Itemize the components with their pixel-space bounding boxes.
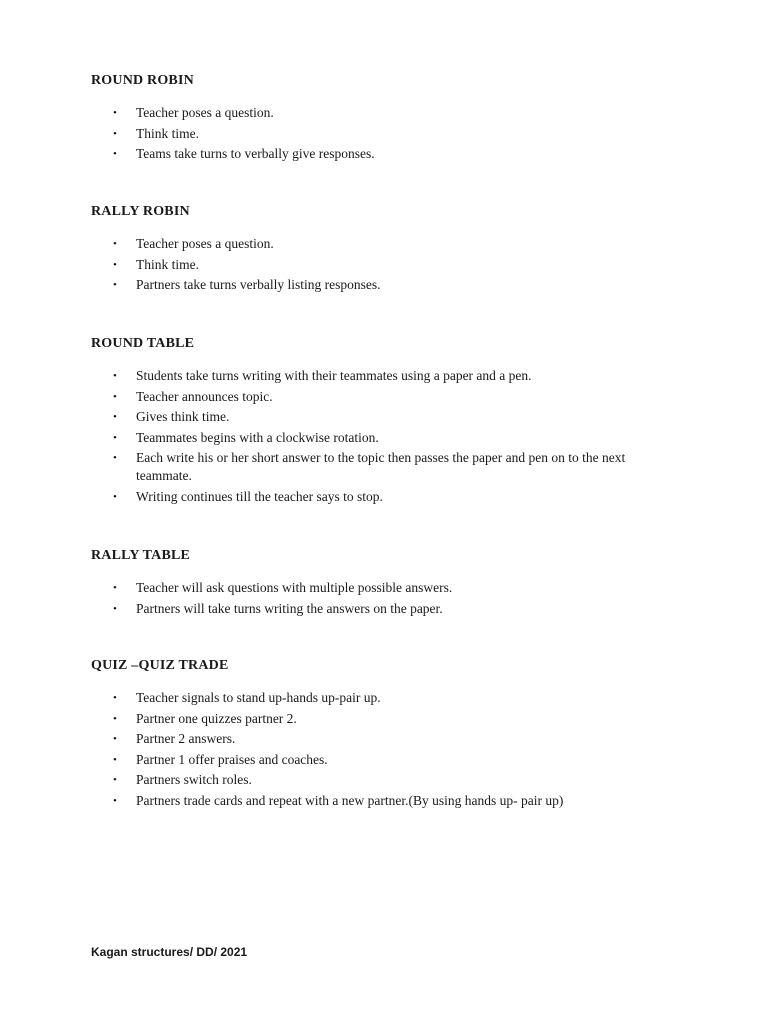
list-item: [91, 600, 691, 618]
list-item: [91, 689, 691, 707]
list-item: [91, 792, 691, 810]
bullet-icon: •: [113, 774, 117, 786]
list-item-text: Writing continues till the teacher says to stop.: [136, 488, 383, 504]
list-item: [91, 579, 691, 597]
list-item: [91, 388, 691, 406]
bullet-icon: •: [113, 238, 117, 250]
bullet-list: [91, 579, 691, 618]
bullet-icon: •: [113, 692, 117, 704]
list-item-text: Partner 2 answers.: [136, 731, 236, 746]
list-item: [91, 367, 691, 385]
list-item-text: Partner 1 offer praises and coaches.: [136, 751, 328, 767]
bullet-icon: •: [113, 390, 117, 403]
list-item: [91, 145, 691, 163]
list-item: [91, 125, 691, 143]
list-item: [91, 730, 691, 748]
bullet-list: [91, 689, 691, 810]
bullet-icon: •: [113, 370, 117, 382]
list-item-text: Partners trade cards and repeat with a new partner.(By using hands up- pair up): [136, 792, 564, 808]
list-item: [91, 235, 691, 253]
bullet-icon: •: [113, 733, 117, 745]
bullet-icon: •: [113, 431, 117, 444]
list-item: [91, 429, 691, 447]
bullet-icon: •: [113, 712, 117, 725]
list-item-text: Partners will take turns writing the answers on the paper.: [136, 600, 443, 616]
list-item-text: Think time.: [136, 125, 199, 141]
page-footer: Kagan structures/ DD/ 2021: [91, 945, 248, 959]
list-item-text: Partners take turns verbally listing responses.: [136, 277, 381, 292]
list-item-text: Think time.: [136, 256, 199, 272]
list-item: [91, 771, 691, 789]
section-heading: RALLY TABLE: [91, 548, 191, 563]
list-item-text: Teacher poses a question.: [136, 105, 274, 120]
bullet-icon: •: [113, 490, 117, 503]
list-item-text: Partner one quizzes partner 2.: [136, 710, 297, 726]
list-item-text: Teacher will ask questions with multiple possible answers.: [136, 580, 453, 595]
list-item: [91, 276, 691, 294]
bullet-list: [91, 367, 691, 506]
bullet-icon: •: [113, 411, 117, 423]
section-quiz-quiz-trade: [91, 658, 691, 812]
bullet-list: [91, 235, 691, 294]
section-rally-robin: [91, 204, 691, 297]
list-item: [91, 449, 691, 485]
bullet-icon: •: [113, 148, 117, 160]
list-item: [91, 408, 691, 426]
list-item: [91, 256, 691, 274]
bullet-icon: •: [113, 279, 117, 291]
bullet-icon: •: [113, 602, 117, 615]
list-item-text: Teacher poses a question.: [136, 236, 274, 251]
bullet-icon: •: [113, 753, 117, 766]
list-item: [91, 104, 691, 122]
list-item-text: Gives think time.: [136, 409, 230, 424]
bullet-icon: •: [113, 582, 117, 594]
section-heading: ROUND TABLE: [91, 336, 195, 351]
list-item: [91, 751, 691, 769]
bullet-list: [91, 104, 691, 163]
list-item-text: Each write his or her short answer to the topic then passes the paper and pen on to the next teammate.: [136, 450, 626, 483]
section-round-robin: [91, 73, 691, 166]
list-item: [91, 710, 691, 728]
list-item-text: Partners switch roles.: [136, 772, 252, 787]
list-item-text: Teams take turns to verbally give responses.: [136, 146, 375, 161]
list-item-text: Teammates begins with a clockwise rotation.: [136, 429, 379, 445]
list-item-text: Students take turns writing with their teammates using a paper and a pen.: [136, 368, 532, 383]
section-heading: ROUND ROBIN: [91, 73, 194, 88]
bullet-icon: •: [113, 127, 117, 140]
section-round-table: [91, 336, 691, 508]
section-rally-table: [91, 548, 691, 620]
list-item-text: Teacher announces topic.: [136, 388, 273, 404]
bullet-icon: •: [113, 107, 117, 119]
bullet-icon: •: [113, 452, 117, 464]
bullet-icon: •: [113, 258, 117, 271]
bullet-icon: •: [113, 794, 117, 807]
list-item-text: Teacher signals to stand up-hands up-pair up.: [136, 690, 381, 705]
list-item: [91, 488, 691, 506]
section-heading: RALLY ROBIN: [91, 204, 190, 219]
section-heading: QUIZ –QUIZ TRADE: [91, 658, 229, 673]
